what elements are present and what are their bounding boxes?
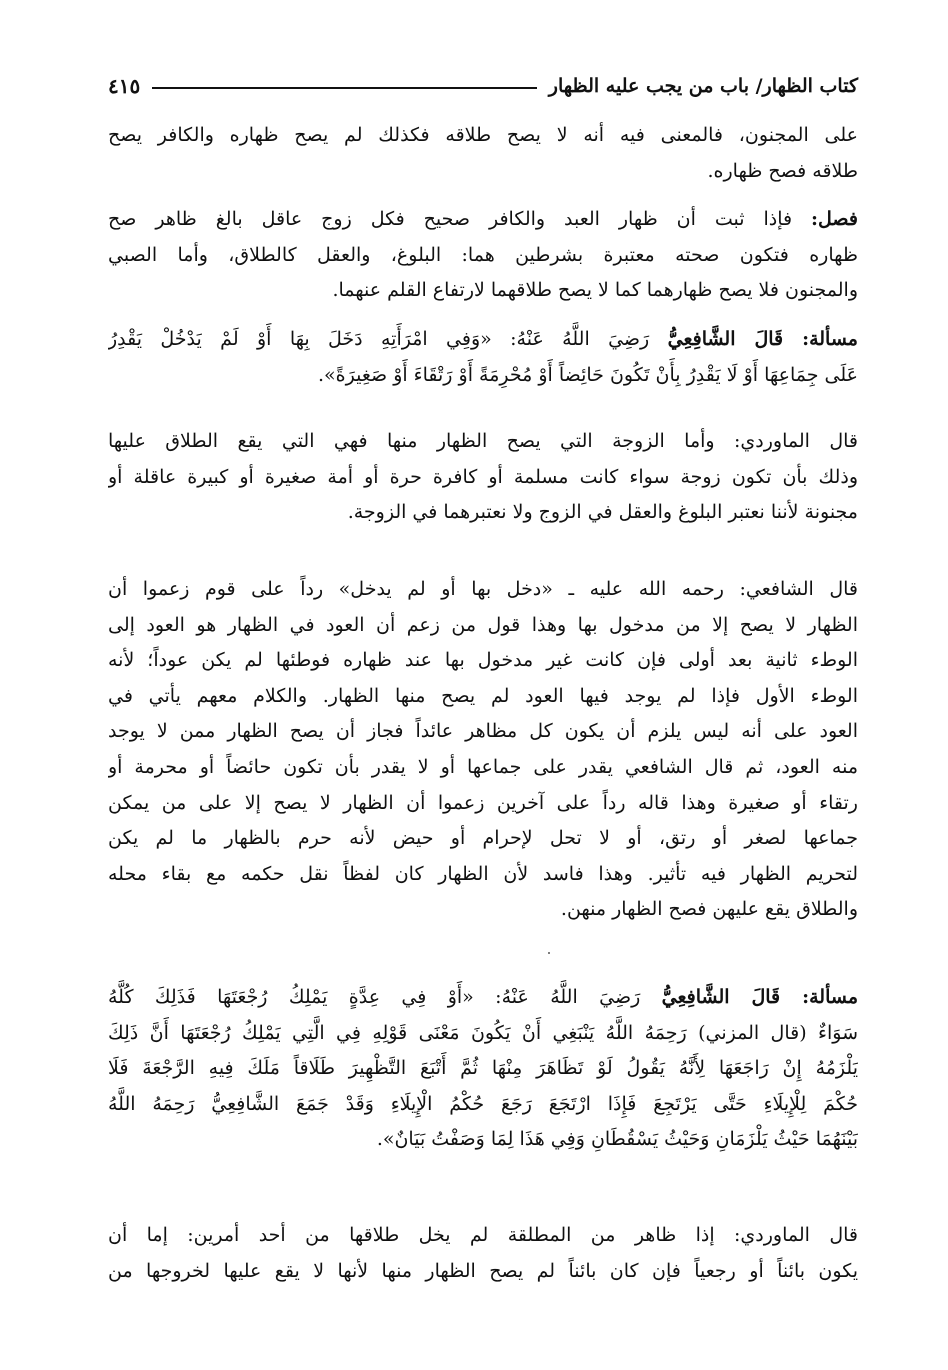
paragraph-line: يكون بائناً أو رجعياً فإن كان بائناً لم يصح الظهار منها لأنها لا يقع عليها لخروجها من: [108, 1259, 858, 1282]
paragraph-line: الوطء الأول فإذا لم يوجد فيها العود لم يصح منها الظهار. والكلام معهم يأتي في: [108, 684, 858, 707]
paragraph-line: قال الماوردي: وأما الزوجة التي يصح الظهار منها فهي التي يقع الطلاق عليها: [108, 430, 858, 452]
paragraph-line: العود على أنه ليس يلزم أن يكون كل مظاهر عائداً فجاز أن يصح الظهار ممن لا يوجد: [108, 720, 858, 743]
paragraph-1: [108, 118, 858, 189]
fasl-heading: فصل:: [811, 208, 858, 230]
paragraph-line: الظهار لا يصح إلا من مدخول بها وهذا قول من زعم أن العود في الظهار هو العود إلى: [108, 613, 858, 636]
masala-text: رَضِيَ اللَّهُ عَنْهُ: «وَفِي امْرَأَتِهِ دَخَلَ بِهَا أَوْ لَمْ يَدْخُلْ يَقْدِرُ: [108, 328, 668, 350]
masala-heading: مسألة:: [780, 986, 858, 1008]
shafii-name: قَالَ الشَّافِعِيُّ: [661, 986, 781, 1008]
paragraph-line: حُكْمَ لِلْإِيلَاءِ حَتَّى يَرْتَجِعَ فَإِذَا ارْتَجَعَ رَجَعَ حُكْمُ الْإِيلَاءِ وَقَدْ جَمَعَ الشَّافِعِيُّ رَحِمَهُ اللَّهُ: [108, 1092, 858, 1115]
paragraph-line: [108, 980, 858, 1016]
paragraph-line: على المجنون، فالمعنى فيه أنه لا يصح طلاقه فكذلك لم يصح ظهاره والكافر يصح: [108, 124, 858, 146]
paragraph-line: رتقاء أو صغيرة وهذا قاله رداً على آخرين زعموا أن الظهار لا يصح إلا على من يمكن: [108, 791, 858, 814]
running-header: [108, 66, 858, 106]
paragraph-line: مجنونة لأننا نعتبر البلوغ والعقل في الزوج ولا نعتبرهما في الزوجة.: [347, 501, 858, 524]
shafii-name: قَالَ الشَّافِعِيُّ: [667, 328, 784, 350]
paragraph-line: بَيْنَهُمَا حَيْثُ يَلْزَمَانِ وَحَيْثُ يَسْقُطَانِ وَفِي هَذَا لِمَا وَصَفْتُ بَيَانٌ».: [376, 1128, 858, 1151]
paragraph-line: سَوَاءٌ (قال المزني) رَحِمَهُ اللَّهُ يَنْبَغِي أَنْ يَكُونَ مَعْنَى قَوْلِهِ فِي الَّتِي يَمْلِكُ رُجْعَتَهَا أَنَّ ذَلِكَ: [108, 1021, 858, 1044]
paragraph-masala-1: [108, 322, 858, 393]
paragraph-line: [108, 322, 858, 358]
paragraph-line: الوطء ثانية بعد أولى فإن كانت غير مدخول بها عند ظهاره فوطئها لم يكن عوداً؛ لأنه: [108, 649, 858, 672]
paragraph-line: عَلَى جِمَاعِهَا أَوْ لَا يَقْدِرُ بِأَنْ تَكُونَ حَائِضاً أَوْ مُحْرِمَةً أَوْ رَتْقَاءَ أَوْ صَغِيرَةً».: [318, 363, 858, 386]
paragraph-line: طلاقه فصح ظهاره.: [707, 159, 858, 182]
paragraph-line: يَلْزَمُهُ إِنْ رَاجَعَهَا لِأَنَّهُ يَقُولُ لَوْ تَظَاهَرَ مِنْهَا ثُمَّ أَتْبَعَ التَّظْهِيرَ طَلَاقاً مَلَكَ فِيهِ الرَّجْعَةَ فَلَا: [108, 1057, 858, 1080]
separator-dot: [548, 952, 550, 954]
paragraph-line: [108, 202, 858, 238]
masala-heading: مسألة:: [783, 328, 858, 350]
paragraph-line: والطلاق يقع عليهن فصح الظهار منهن.: [560, 898, 858, 921]
paragraph-line: منه العود، ثم قال الشافعي يقدر على جماعها أو لا يقدر بأن تكون حائضاً أو محرمة أو: [108, 755, 858, 778]
paragraph-shafii-commentary: [108, 572, 858, 928]
masala-text: رَضِيَ اللَّهُ عَنْهُ: «أَوْ فِي عِدَّةٍ يَمْلِكُ رُجْعَتَهَا فَذَلِكَ كُلَّهُ: [108, 986, 662, 1008]
paragraph-mawardi-1: [108, 424, 858, 531]
paragraph-mawardi-2: [108, 1218, 858, 1289]
page-number: ٤١٥: [108, 74, 141, 98]
header-rule: [152, 87, 537, 89]
paragraph-masala-2: [108, 980, 858, 1158]
paragraph-line: لتحريم الظهار فيه تأثير. وهذا فاسد لأن الظهار كان لفظاً نقل حكمه مع بقاء محله: [108, 862, 858, 885]
fasl-text: فإذا ثبت أن ظهار العبد والكافر صحيح فكل زوج عاقل بالغ ظاهر صح: [108, 208, 812, 230]
paragraph-line: وذلك بأن تكون زوجة سواء كانت مسلمة أو كافرة حرة أو أمة صغيرة أو كبيرة عاقلة أو: [108, 465, 858, 488]
paragraph-line: قال الشافعي: رحمه الله عليه ـ «دخل بها أو لم يدخل» رداً على قوم زعموا أن: [108, 578, 858, 600]
paragraph-line: ظهاره فتكون صحته معتبرة بشرطين هما: البلوغ، والعقل كالطلاق، وأما الصبي: [108, 243, 858, 266]
paragraph-line: جماعها لصغر أو رتق، أو لا تحل لإحرام أو حيض لأنه حرم بالظهار ما لم يكن: [108, 827, 858, 850]
paragraph-fasl: [108, 202, 858, 309]
header-title: كتاب الظهار/ باب من يجب عليه الظهار: [548, 75, 858, 97]
paragraph-line: والمجنون فلا يصح ظهارهما كما لا يصح طلاقهما لارتفاع القلم عنهما.: [332, 279, 858, 302]
paragraph-line: قال الماوردي: إذا ظاهر من المطلقة لم يخل طلاقها من أحد أمرين: إما أن: [108, 1224, 858, 1246]
